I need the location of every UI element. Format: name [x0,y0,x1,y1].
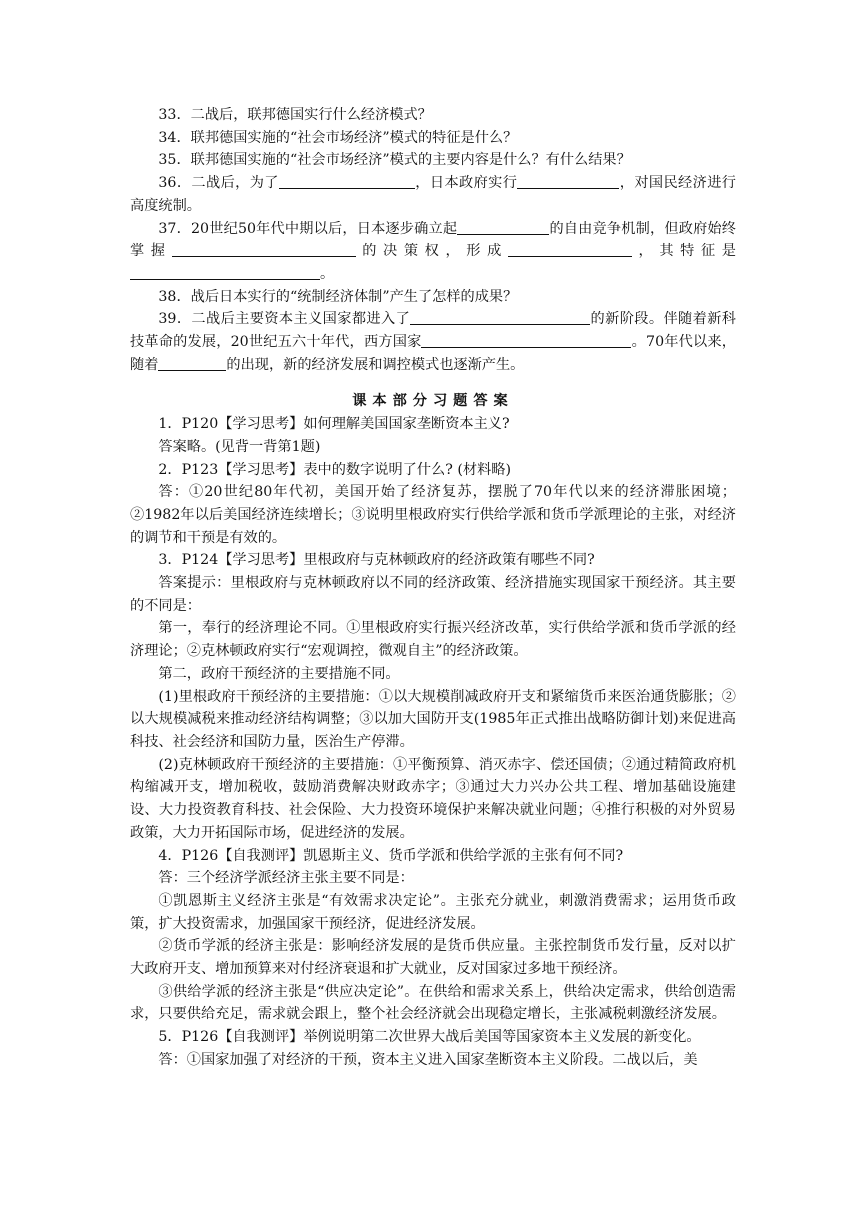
answer-paragraph: 1．P120【学习思考】如何理解美国国家垄断资本主义? [158,416,510,433]
question-36 [130,172,736,217]
q36-text-a: 36．二战后，为了 [158,175,279,192]
fill-blank [410,309,590,325]
question-34: 34．联邦德国实施的“社会市场经济”模式的特征是什么？ [158,129,518,146]
q39-text-d: 的出现，新的经济发展和调控模式也逐渐产生。 [226,356,525,373]
fill-blank [279,173,415,189]
answer-paragraph: 3．P124【学习思考】里根政府与克林顿政府的经济政策有哪些不同? [158,552,595,569]
answer-paragraph: 答：三个经济学派经济主张主要不同是： [158,870,414,887]
answer-paragraph: 答：①国家加强了对经济的干预，资本主义进入国家垄断资本主义阶段。二战以后，美 [158,1051,698,1068]
answer-paragraph: ③供给学派的经济主张是“供应决定论”。在供给和需求关系上，供给决定需求，供给创造需求，只要供给充足，需求就会跟上，整个社会经济就会出现稳定增长，主张减税刺激经济发展。 [130,983,736,1023]
q36-text-c: ，对国民经济进行高度统制。 [130,175,736,214]
q39-text-c: 。70年代以来，随着 [130,334,736,373]
answer-paragraph: 答案提示：里根政府与克林顿政府以不同的经济政策、经济措施实现国家干预经济。其主要的不同是： [130,575,736,614]
q37-text-b: 的自由竞争机制，但政府始终掌握 [130,220,736,260]
question-38: 38．战后日本实行的“统制经济体制”产生了怎样的成果？ [158,288,518,305]
fill-blank [130,264,320,280]
q39-text-b: 的新阶段。伴随着新科技革命的发展，20世纪五六十年代，西方国家 [130,311,736,351]
answer-paragraph: ②货币学派的经济主张是：影响经济发展的是货币供应量。主张控制货币发行量，反对以扩大政府开支、增加预算来对付经济衰退和扩大就业，反对国家过多地干预经济。 [130,938,736,978]
q39-text-a: 39．二战后主要资本主义国家都进入了 [158,311,411,328]
question-35: 35．联邦德国实施的“社会市场经济”模式的主要内容是什么？有什么结果？ [158,152,631,169]
answer-paragraph: 5．P126【自我测评】举例说明第二次世界大战后美国等国家资本主义发展的新变化。 [158,1029,701,1046]
question-33: 33．二战后，联邦德国实行什么经济模式？ [158,107,432,123]
fill-blank [158,355,226,371]
answer-paragraph: (1)里根政府干预经济的主要措施：①以大规模削减政府开支和紧缩货币来医治通货膨胀；②以大规模减税来推动经济结构调整；③以加大国防开支(1985年正式推出战略防御计划)来促进高科技、社会经济和国防力量，医治生产停滞。 [130,688,736,750]
q37-text-d: ，其特征是 [631,243,736,260]
q37-text-a: 37．20世纪50年代中期以后，日本逐步确立起 [158,220,458,237]
answer-paragraph: ①凯恩斯主义经济主张是“有效需求决定论”。主张充分就业，刺激消费需求；运用货币政策，扩大投资需求，加强国家干预经济，促进经济发展。 [130,892,736,932]
fill-blank [421,332,631,348]
q37-text-c: 的决策权，形成 [355,243,508,260]
answer-paragraph: 2．P123【学习思考】表中的数字说明了什么? (材料略) [158,461,511,478]
fill-blank [508,241,632,257]
fill-blank [517,173,619,189]
answer-paragraph: 答：①20世纪80年代初，美国开始了经济复苏，摆脱了70年代以来的经济滞胀困境；②1982年以后美国经济连续增长；③说明里根政府实行供给学派和货币学派理论的主张，对经济的调节和干预是有效的。 [130,484,736,546]
answer-paragraph: 答案略。(见背一背第1题) [158,438,321,455]
answer-paragraph: 4．P126【自我测评】凯恩斯主义、货币学派和供给学派的主张有何不同? [158,847,624,864]
answer-paragraph: (2)克林顿政府干预经济的主要措施：①平衡预算、消灭赤字、偿还国债；②通过精简政府机构缩减开支，增加税收，鼓励消费解决财政赤字；③通过大力兴办公共工程、增加基础设施建设、大力投资教育科技、社会保险、大力投资环境保护来解决就业问题；④推行积极的对外贸易政策，大力开拓国际市场，促进经济的发展。 [130,756,736,841]
q36-text-b: ，日本政府实行 [414,175,518,192]
fill-blank [457,219,549,235]
section-title: 课本部分习题答案 [352,393,514,410]
document-page [130,104,736,1072]
question-39 [130,308,736,376]
question-37 [130,218,736,286]
q37-text-e: 。 [320,265,335,282]
answer-paragraph: 第二，政府干预经济的主要措施不同。 [158,665,400,682]
answer-paragraph: 第一，奉行的经济理论不同。①里根政府实行振兴经济改革，实行供给学派和货币学派的经济理论；②克林顿政府实行“宏观调控，微观自主”的经济政策。 [130,620,736,660]
fill-blank [172,241,356,257]
